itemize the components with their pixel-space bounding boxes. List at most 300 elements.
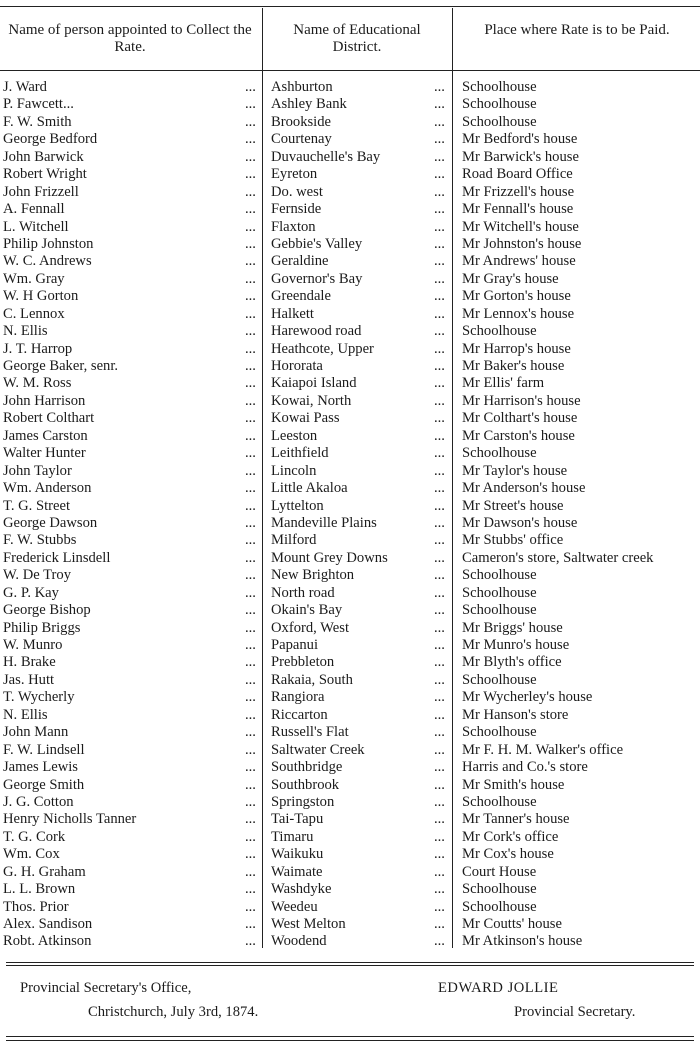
leader-dots: ...: [245, 96, 256, 113]
payment-place: Mr Coutts' house: [462, 916, 562, 932]
leader-dots: ...: [434, 741, 445, 758]
collector-name: P. Fawcett...: [3, 96, 74, 113]
district-name: Courtenay: [271, 131, 332, 148]
payment-place: Mr Gray's house: [462, 270, 559, 287]
payment-place: Mr Colthart's house: [462, 410, 578, 427]
collector-name: N. Ellis: [3, 706, 48, 723]
collector-name: J. T. Harrop: [3, 340, 73, 357]
leader-dots: ...: [434, 480, 445, 497]
collector-name: T. Wycherly: [3, 689, 75, 706]
collector-name: Robert Wright: [3, 166, 87, 183]
district-name: Eyreton: [271, 166, 318, 183]
district-name: Papanui: [271, 637, 319, 653]
table-row: [0, 515, 700, 532]
leader-dots: ...: [245, 462, 256, 479]
payment-place: Schoolhouse: [462, 445, 537, 462]
table-row: [0, 567, 700, 584]
payment-place: Mr F. H. M. Walker's office: [462, 741, 624, 758]
district-name: Brookside: [271, 113, 331, 130]
collector-name: J. Ward: [3, 79, 47, 95]
leader-dots: ...: [434, 270, 445, 287]
header-district-text: Name of Educational District.: [293, 22, 421, 55]
table-row: [0, 288, 700, 305]
payment-place: Schoolhouse: [462, 584, 537, 601]
collector-name: F. W. Lindsell: [3, 741, 85, 758]
collector-name: Frederick Linsdell: [3, 549, 111, 566]
table-row: [0, 236, 700, 253]
table-row: [0, 445, 700, 462]
leader-dots: ...: [434, 375, 445, 392]
leader-dots: ...: [434, 96, 445, 113]
leader-dots: ...: [434, 305, 445, 322]
table-row: [0, 707, 700, 724]
collector-name: Henry Nicholls Tanner: [3, 811, 137, 828]
payment-place: Mr Street's house: [462, 497, 564, 514]
leader-dots: ...: [245, 427, 256, 444]
leader-dots: ...: [245, 514, 256, 531]
collector-name: George Dawson: [3, 514, 98, 531]
leader-dots: ...: [434, 916, 445, 932]
collector-name: W. H Gorton: [3, 288, 79, 305]
table-row: [0, 271, 700, 288]
table-row: [0, 759, 700, 776]
payment-place: Schoolhouse: [462, 724, 537, 741]
leader-dots: ...: [245, 183, 256, 200]
table-row: [0, 899, 700, 916]
payment-place: Mr Munro's house: [462, 637, 570, 653]
leader-dots: ...: [434, 637, 445, 653]
leader-dots: ...: [245, 375, 256, 392]
district-name: Harewood road: [271, 323, 362, 340]
leader-dots: ...: [434, 846, 445, 863]
leader-dots: ...: [434, 340, 445, 357]
table-row: [0, 79, 700, 96]
leader-dots: ...: [434, 235, 445, 252]
payment-place: Schoolhouse: [462, 671, 537, 688]
payment-place: Schoolhouse: [462, 602, 537, 619]
payment-place: Mr Baker's house: [462, 358, 565, 374]
collector-name: Philip Johnston: [3, 235, 94, 252]
payment-place: Mr Fennall's house: [462, 201, 574, 218]
collector-name: J. G. Cotton: [3, 793, 74, 810]
collector-name: George Bedford: [3, 131, 98, 148]
district-name: Weedeu: [271, 898, 318, 915]
collector-name: Walter Hunter: [3, 445, 86, 462]
leader-dots: ...: [245, 863, 256, 880]
footer-title: Provincial Secretary.: [514, 1004, 636, 1020]
district-name: Oxford, West: [271, 619, 349, 636]
table-row: [0, 864, 700, 881]
district-name: Governor's Bay: [271, 270, 363, 287]
collector-name: A. Fennall: [3, 201, 65, 218]
leader-dots: ...: [245, 898, 256, 915]
district-name: Woodend: [271, 933, 327, 950]
leader-dots: ...: [434, 148, 445, 165]
payment-place: Schoolhouse: [462, 793, 537, 810]
district-name: Rakaia, South: [271, 671, 353, 688]
payment-place: Cameron's store, Saltwater creek: [462, 549, 654, 566]
table-row: [0, 114, 700, 131]
payment-place: Mr Wycherley's house: [462, 689, 593, 706]
leader-dots: ...: [245, 637, 256, 653]
leader-dots: ...: [245, 270, 256, 287]
leader-dots: ...: [434, 131, 445, 148]
district-name: Rangiora: [271, 689, 325, 706]
payment-place: Mr Smith's house: [462, 776, 565, 793]
collector-name: F. W. Smith: [3, 113, 72, 130]
district-name: Prebbleton: [271, 654, 335, 671]
table-row: [0, 131, 700, 148]
leader-dots: ...: [245, 584, 256, 601]
payment-place: Mr Dawson's house: [462, 514, 578, 531]
district-name: Southbrook: [271, 776, 340, 793]
rate-collectors-table: [0, 79, 700, 951]
page-end-rule-1: [6, 1036, 694, 1037]
leader-dots: ...: [434, 828, 445, 845]
leader-dots: ...: [434, 323, 445, 340]
district-name: Gebbie's Valley: [271, 235, 363, 252]
leader-dots: ...: [245, 131, 256, 148]
collector-name: L. Witchell: [3, 218, 69, 235]
leader-dots: ...: [245, 358, 256, 374]
leader-dots: ...: [245, 532, 256, 549]
leader-dots: ...: [245, 619, 256, 636]
leader-dots: ...: [245, 811, 256, 828]
leader-dots: ...: [245, 166, 256, 183]
leader-dots: ...: [245, 113, 256, 130]
leader-dots: ...: [434, 898, 445, 915]
payment-place: Schoolhouse: [462, 567, 537, 584]
leader-dots: ...: [434, 759, 445, 776]
table-row: [0, 777, 700, 794]
collector-name: Wm. Gray: [3, 270, 65, 287]
leader-dots: ...: [245, 671, 256, 688]
collector-name: W. De Troy: [3, 567, 71, 584]
footer-date: Christchurch, July 3rd, 1874.: [88, 1004, 259, 1020]
collector-name: Wm. Anderson: [3, 480, 92, 497]
table-row: [0, 306, 700, 323]
page-end-rule-2: [6, 1040, 694, 1041]
table-row: [0, 341, 700, 358]
leader-dots: ...: [245, 881, 256, 898]
leader-dots: ...: [434, 619, 445, 636]
leader-dots: ...: [434, 584, 445, 601]
table-row: [0, 323, 700, 340]
leader-dots: ...: [434, 689, 445, 706]
leader-dots: ...: [434, 113, 445, 130]
leader-dots: ...: [434, 567, 445, 584]
table-row: [0, 602, 700, 619]
leader-dots: ...: [245, 549, 256, 566]
collector-name: H. Brake: [3, 654, 56, 671]
district-name: Milford: [271, 532, 317, 549]
district-name: Leeston: [271, 427, 318, 444]
collector-name: James Lewis: [3, 759, 78, 776]
header-district: [268, 22, 446, 56]
leader-dots: ...: [434, 933, 445, 950]
top-rule: [0, 6, 700, 7]
leader-dots: ...: [245, 410, 256, 427]
collector-name: Thos. Prior: [3, 898, 69, 915]
payment-place: Road Board Office: [462, 166, 573, 183]
district-name: Do. west: [271, 183, 323, 200]
header-collector: [4, 22, 256, 56]
leader-dots: ...: [434, 497, 445, 514]
district-name: Lincoln: [271, 462, 317, 479]
collector-name: John Barwick: [3, 148, 84, 165]
table-row: [0, 375, 700, 392]
table-row: [0, 480, 700, 497]
payment-place: Mr Hanson's store: [462, 706, 569, 723]
leader-dots: ...: [245, 793, 256, 810]
district-name: Springston: [271, 793, 335, 810]
header-place: [458, 22, 696, 39]
leader-dots: ...: [245, 759, 256, 776]
table-row: [0, 933, 700, 950]
leader-dots: ...: [245, 148, 256, 165]
leader-dots: ...: [434, 514, 445, 531]
collector-name: T. G. Cork: [3, 828, 66, 845]
table-row: [0, 654, 700, 671]
district-name: Duvauchelle's Bay: [271, 148, 381, 165]
table-row: [0, 393, 700, 410]
leader-dots: ...: [434, 445, 445, 462]
table-row: [0, 637, 700, 654]
leader-dots: ...: [434, 288, 445, 305]
collector-name: G. H. Graham: [3, 863, 86, 880]
table-row: [0, 620, 700, 637]
table-row: [0, 724, 700, 741]
payment-place: Mr Johnston's house: [462, 235, 582, 252]
collector-name: John Frizzell: [3, 183, 79, 200]
payment-place: Schoolhouse: [462, 881, 537, 898]
collector-name: T. G. Street: [3, 497, 71, 514]
leader-dots: ...: [245, 480, 256, 497]
leader-dots: ...: [245, 323, 256, 340]
header-place-text: Place where Rate is to be Paid.: [484, 22, 670, 38]
payment-place: Mr Barwick's house: [462, 148, 579, 165]
collector-name: George Smith: [3, 776, 85, 793]
table-row: [0, 253, 700, 270]
collector-name: L. L. Brown: [3, 881, 76, 898]
district-name: Saltwater Creek: [271, 741, 365, 758]
footer-signatory: EDWARD JOLLIE: [438, 980, 559, 996]
table-row: [0, 463, 700, 480]
table-row: [0, 829, 700, 846]
district-name: Lyttelton: [271, 497, 324, 514]
payment-place: Mr Briggs' house: [462, 619, 563, 636]
leader-dots: ...: [434, 811, 445, 828]
district-name: Ashley Bank: [271, 96, 347, 113]
leader-dots: ...: [245, 828, 256, 845]
leader-dots: ...: [245, 846, 256, 863]
payment-place: Mr Bedford's house: [462, 131, 578, 148]
collector-name: George Bishop: [3, 602, 91, 619]
collector-name: N. Ellis: [3, 323, 48, 340]
payment-place: Mr Stubbs' office: [462, 532, 564, 549]
payment-place: Mr Andrews' house: [462, 253, 576, 270]
payment-place: Mr Taylor's house: [462, 462, 568, 479]
leader-dots: ...: [434, 462, 445, 479]
table-row: [0, 811, 700, 828]
collector-name: Robert Colthart: [3, 410, 95, 427]
payment-place: Mr Frizzell's house: [462, 183, 575, 200]
payment-place: Mr Blyth's office: [462, 654, 562, 671]
table-row: [0, 201, 700, 218]
collector-name: James Carston: [3, 427, 88, 444]
payment-place: Mr Harrison's house: [462, 392, 581, 409]
leader-dots: ...: [434, 358, 445, 374]
collector-name: C. Lennox: [3, 305, 65, 322]
leader-dots: ...: [434, 532, 445, 549]
leader-dots: ...: [245, 392, 256, 409]
table-row: [0, 428, 700, 445]
payment-place: Schoolhouse: [462, 898, 537, 915]
leader-dots: ...: [245, 916, 256, 932]
leader-dots: ...: [245, 201, 256, 218]
leader-dots: ...: [245, 253, 256, 270]
payment-place: Harris and Co.'s store: [462, 759, 588, 776]
leader-dots: ...: [434, 602, 445, 619]
leader-dots: ...: [434, 724, 445, 741]
district-name: Flaxton: [271, 218, 316, 235]
table-row: [0, 166, 700, 183]
district-name: Heathcote, Upper: [271, 340, 374, 357]
header-collector-text: Name of person appointed to Collect the Rate.: [8, 22, 252, 55]
leader-dots: ...: [434, 201, 445, 218]
district-name: Okain's Bay: [271, 602, 343, 619]
district-name: Geraldine: [271, 253, 329, 270]
leader-dots: ...: [434, 166, 445, 183]
collector-name: Wm. Cox: [3, 846, 60, 863]
collector-name: W. C. Andrews: [3, 253, 92, 270]
collector-name: Jas. Hutt: [3, 671, 55, 688]
district-name: Southbridge: [271, 759, 343, 776]
leader-dots: ...: [434, 549, 445, 566]
collector-name: John Taylor: [3, 462, 72, 479]
district-name: North road: [271, 584, 335, 601]
payment-place: Court House: [462, 863, 537, 880]
table-row: [0, 532, 700, 549]
table-row: [0, 846, 700, 863]
collector-name: John Harrison: [3, 392, 86, 409]
payment-place: Mr Atkinson's house: [462, 933, 583, 950]
district-name: Waimate: [271, 863, 323, 880]
leader-dots: ...: [245, 305, 256, 322]
collector-name: Philip Briggs: [3, 619, 81, 636]
leader-dots: ...: [245, 654, 256, 671]
table-row: [0, 585, 700, 602]
leader-dots: ...: [245, 288, 256, 305]
district-name: Waikuku: [271, 846, 324, 863]
table-row: [0, 881, 700, 898]
collector-name: George Baker, senr.: [3, 358, 119, 374]
leader-dots: ...: [245, 79, 256, 95]
leader-dots: ...: [434, 218, 445, 235]
leader-dots: ...: [245, 602, 256, 619]
district-name: Mount Grey Downs: [271, 549, 388, 566]
collector-name: W. Munro: [3, 637, 63, 653]
table-row: [0, 689, 700, 706]
leader-dots: ...: [245, 218, 256, 235]
leader-dots: ...: [245, 706, 256, 723]
district-name: Timaru: [271, 828, 314, 845]
table-row: [0, 550, 700, 567]
leader-dots: ...: [434, 776, 445, 793]
leader-dots: ...: [434, 654, 445, 671]
payment-place: Mr Tanner's house: [462, 811, 570, 828]
district-name: Greendale: [271, 288, 331, 305]
collector-name: F. W. Stubbs: [3, 532, 77, 549]
table-row: [0, 184, 700, 201]
leader-dots: ...: [434, 427, 445, 444]
leader-dots: ...: [434, 671, 445, 688]
district-name: Fernside: [271, 201, 322, 218]
district-name: Tai-Tapu: [271, 811, 324, 828]
payment-place: Mr Anderson's house: [462, 480, 586, 497]
payment-place: Schoolhouse: [462, 323, 537, 340]
payment-place: Mr Gorton's house: [462, 288, 571, 305]
leader-dots: ...: [245, 445, 256, 462]
leader-dots: ...: [434, 392, 445, 409]
payment-place: Mr Cork's office: [462, 828, 559, 845]
table-row: [0, 498, 700, 515]
collector-name: G. P. Kay: [3, 584, 59, 601]
leader-dots: ...: [245, 689, 256, 706]
district-name: West Melton: [271, 916, 346, 932]
district-name: Kaiapoi Island: [271, 375, 357, 392]
district-name: Kowai Pass: [271, 410, 340, 427]
header-rule: [0, 70, 700, 71]
table-row: [0, 149, 700, 166]
payment-place: Mr Lennox's house: [462, 305, 575, 322]
leader-dots: ...: [434, 79, 445, 95]
payment-place: Schoolhouse: [462, 113, 537, 130]
leader-dots: ...: [434, 881, 445, 898]
leader-dots: ...: [245, 340, 256, 357]
leader-dots: ...: [245, 497, 256, 514]
footer-office: Provincial Secretary's Office,: [20, 980, 192, 996]
payment-place: Mr Witchell's house: [462, 218, 579, 235]
collector-name: Alex. Sandison: [3, 916, 93, 932]
payment-place: Mr Carston's house: [462, 427, 575, 444]
payment-place: Mr Ellis' farm: [462, 375, 545, 392]
district-name: Leithfield: [271, 445, 329, 462]
collector-name: John Mann: [3, 724, 69, 741]
table-row: [0, 916, 700, 933]
leader-dots: ...: [245, 741, 256, 758]
leader-dots: ...: [245, 776, 256, 793]
table-row: [0, 794, 700, 811]
leader-dots: ...: [434, 863, 445, 880]
collector-name: Robt. Atkinson: [3, 933, 92, 950]
district-name: New Brighton: [271, 567, 355, 584]
leader-dots: ...: [245, 933, 256, 950]
table-row: [0, 96, 700, 113]
district-name: Halkett: [271, 305, 314, 322]
table-row: [0, 672, 700, 689]
district-name: Russell's Flat: [271, 724, 349, 741]
district-name: Kowai, North: [271, 392, 352, 409]
payment-place: Mr Harrop's house: [462, 340, 571, 357]
payment-place: Schoolhouse: [462, 79, 537, 95]
leader-dots: ...: [434, 410, 445, 427]
table-row: [0, 742, 700, 759]
table-row: [0, 219, 700, 236]
district-name: Little Akaloa: [271, 480, 348, 497]
leader-dots: ...: [434, 793, 445, 810]
leader-dots: ...: [434, 253, 445, 270]
